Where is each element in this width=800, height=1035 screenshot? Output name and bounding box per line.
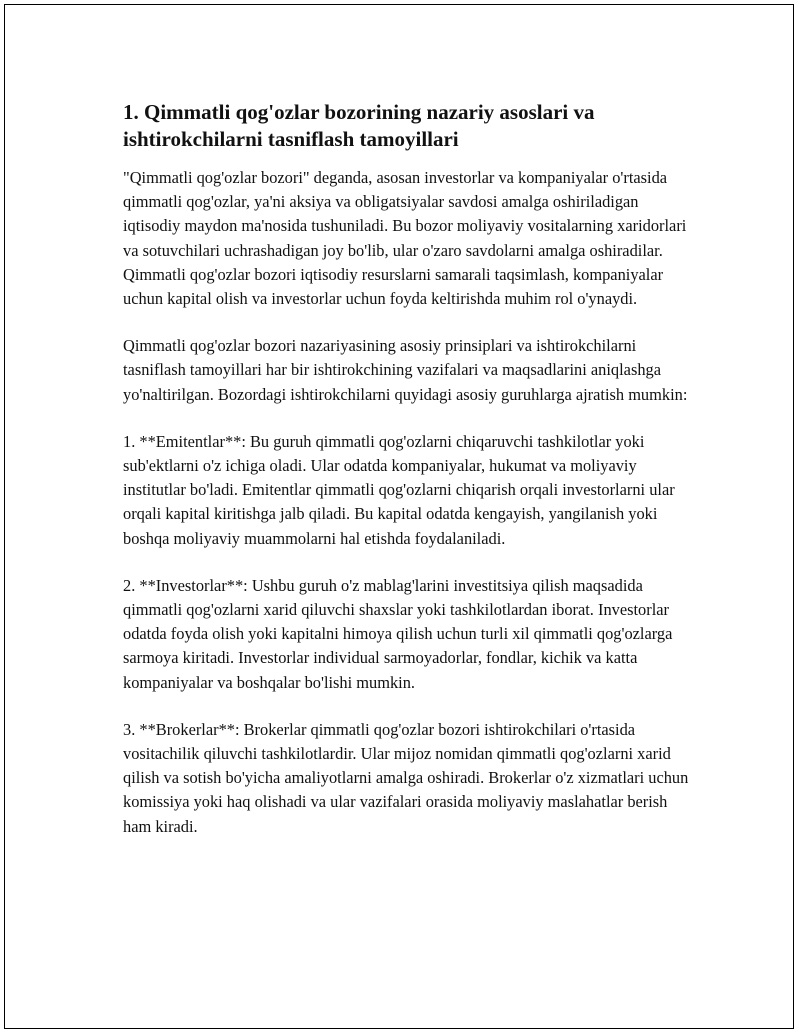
document-body: [123, 99, 693, 862]
page-frame: [4, 4, 794, 1029]
paragraph-emitters: 1. **Emitentlar**: Bu guruh qimmatli qog'ozlarni chiqaruvchi tashkilotlar yoki sub'ektlarni o'z ichiga oladi. Ular odatda kompaniyalar, hukumat va moliyaviy institutlar bo'ladi. Emitentlar qimmatli qog'ozlarni chiqarish orqali investorlarni ular orqali kapital kiritishga jalb qiladi. Bu kapital odatda kengayish, yangilanish yoki boshqa moliyaviy muammolarni hal etishda foydalaniladi.: [123, 431, 675, 548]
paragraph-intro: "Qimmatli qog'ozlar bozori" deganda, asosan investorlar va kompaniyalar o'rtasida qimmatli qog'ozlar, ya'ni aksiya va obligatsiyalar savdosi amalga oshiriladigan iqtisodiy maydon ma'nosida tushuniladi. Bu bozor moliyaviy vositalarning xaridorlari va sotuvchilari uchrashadigan joy bo'lib, ular o'zaro savdolarni amalga oshiradilar. Qimmatli qog'ozlar bozori iqtisodiy resurslarni samarali taqsimlash, kompaniyalar uchun kapital olish va investorlar uchun foyda keltirishda muhim rol o'ynaydi.: [123, 168, 687, 309]
paragraph-brokers: 3. **Brokerlar**: Brokerlar qimmatli qog'ozlar bozori ishtirokchilari o'rtasida vositachilik qiluvchi tashkilotlardir. Ular mijoz nomidan qimmatli qog'ozlarni xarid qilish va sotish bo'yicha amaliyotlarni amalga oshiradi. Brokerlar o'z xizmatlari uchun komissiya yoki haq olishadi va ular vazifalari orasida moliyaviy maslahatlar berish ham kiradi.: [123, 719, 689, 836]
paragraph-investors: 2. **Investorlar**: Ushbu guruh o'z mablag'larini investitsiya qilish maqsadida qimmatli qog'ozlarni xarid qiluvchi shaxslar yoki tashkilotlardan iborat. Investorlar odatda foyda olish yoki kapitalni himoya qilish uchun turli xil qimmatli qog'ozlarga sarmoya kiritadi. Investorlar individual sarmoyadorlar, fondlar, kichik va katta kompaniyalar va boshqalar bo'lishi mumkin.: [123, 575, 673, 692]
section-title: 1. Qimmatli qog'ozlar bozorining nazariy asoslari va ishtirokchilarni tasniflash tamoyillari: [123, 100, 595, 151]
paragraph-principles: Qimmatli qog'ozlar bozori nazariyasining asosiy prinsiplari va ishtirokchilarni tasniflash tamoyillari har bir ishtirokchining vazifalari va maqsadlarini aniqlashga yo'naltirilgan. Bozordagi ishtirokchilarni quyidagi asosiy guruhlarga ajratish mumkin:: [123, 336, 688, 404]
